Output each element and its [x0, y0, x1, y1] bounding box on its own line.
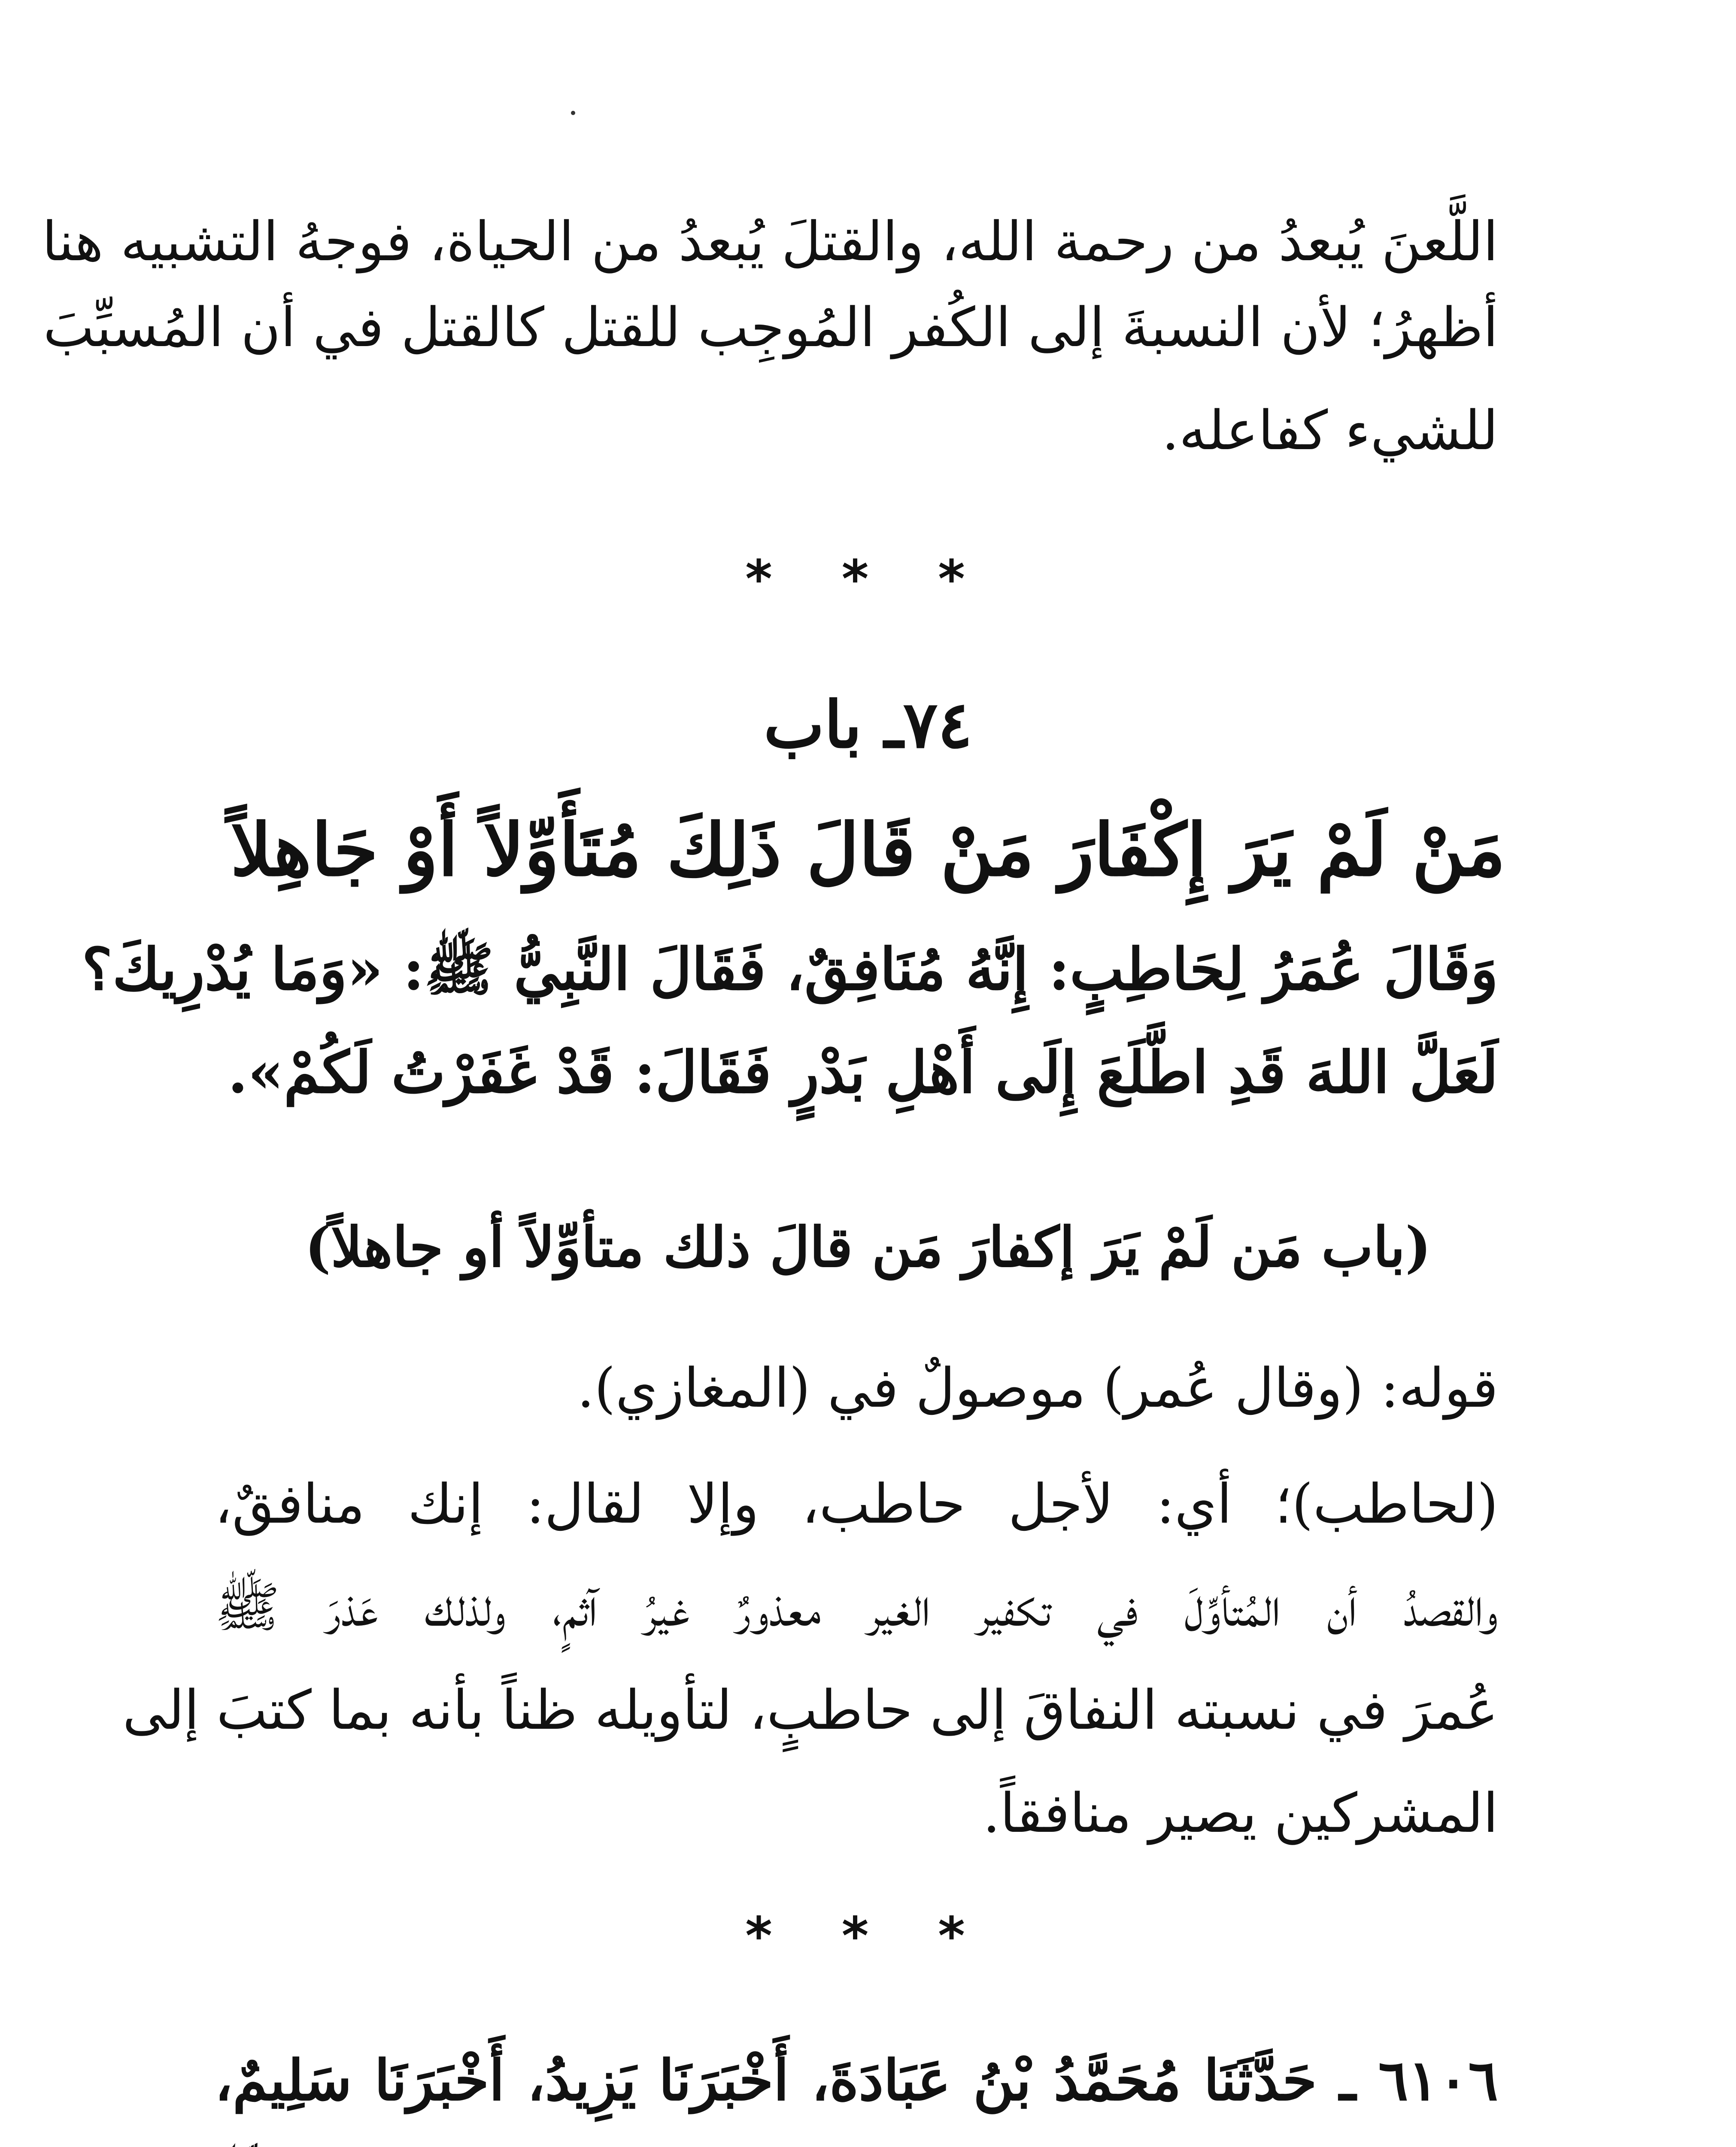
commentary-top-line: أظهرُ؛ لأن النسبةَ إلى الكُفر المُوجِب للقتل كالقتل في أن المُسبِّبَ [43, 296, 1498, 359]
section-separator: * * * [745, 550, 991, 609]
commentary-heading: (باب مَن لَمْ يَرَ إكفارَ مَن قالَ ذلك متأوِّلاً أو جاهلاً) [305, 1215, 1431, 1280]
commentary-top-line: للشيء كفاعله. [1162, 399, 1498, 462]
chapter-number: ٧٤ـ باب [764, 687, 972, 763]
commentary-top [42, 210, 1498, 490]
hadith-line: لَعَلَّ اللهَ قَدِ اطَّلَعَ إِلَى أَهْلِ بَدْرٍ فَقَالَ: قَدْ غَفَرْتُ لَكُمْ». [228, 1038, 1498, 1106]
hadith-6106 [215, 2047, 1498, 2147]
section-separator: * * * [745, 1907, 991, 1966]
hadith-line: وَقَالَ عُمَرُ لِحَاطِبٍ: إِنَّهُ مُنَافِقٌ، فَقَالَ النَّبِيُّ ﷺ: «وَمَا يُدْرِيكَ؟ [82, 935, 1498, 1003]
commentary-line: قوله: (وقال عُمر) موصولٌ في (المغازي). [577, 1356, 1498, 1420]
commentary-top-line: اللَّعنَ يُبعدُ من رحمة الله، والقتلَ يُبعدُ من الحياة، فوجهُ التشبيه هنا [42, 210, 1498, 273]
commentary-line: (لحاطب)؛ أي: لأجل حاطب، وإلا لقال: إنك منافقٌ، [215, 1472, 1498, 1536]
commentary-line: المشركين يصير منافقاً. [983, 1782, 1498, 1845]
hadith-text [82, 935, 1498, 1129]
hadith-6106-line: ٦١٠٦ ـ حَدَّثَنَا مُحَمَّدُ بْنُ عَبَادَةَ، أَخْبَرَنَا يَزِيدُ، أَخْبَرَنَا سَلِيمٌ، [215, 2047, 1498, 2113]
commentary-line: عُمرَ في نسبته النفاقَ إلى حاطبٍ، لتأويله ظناً بأنه بما كتبَ إلى [122, 1679, 1498, 1742]
chapter-title: مَنْ لَمْ يَرَ إِكْفَارَ مَنْ قَالَ ذَلِكَ مُتَأَوِّلاً أَوْ جَاهِلاً [230, 807, 1506, 892]
commentary-body [122, 1356, 1498, 1872]
speck-mark [571, 111, 575, 115]
commentary-line: والقصدُ أن المُتأوِّلَ في تكفير الغير معذورٌ غيرُ آثمٍ، ولذلك عَذرَ ﷺ [215, 1575, 1498, 1639]
